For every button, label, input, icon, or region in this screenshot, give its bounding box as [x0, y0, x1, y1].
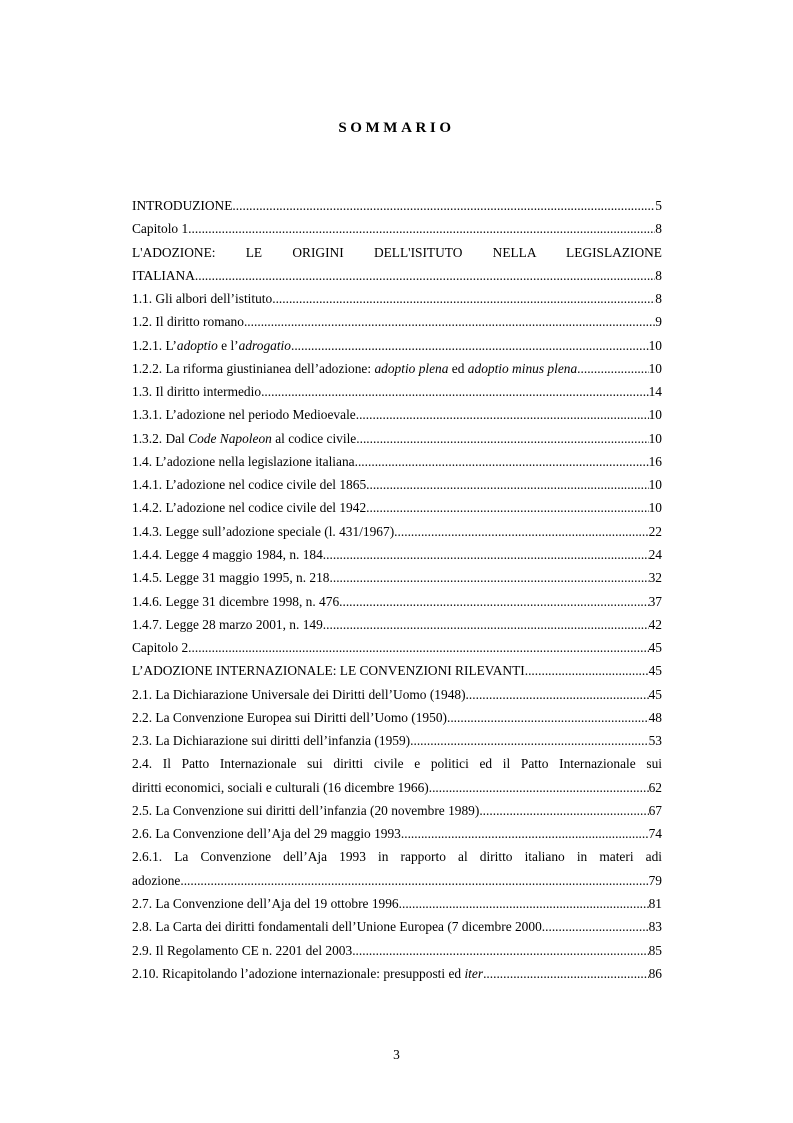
toc-entry-label-part: 2.7. La Convenzione dell’Aja del 19 ottobre 1996: [132, 895, 399, 911]
toc-leader-dots: [355, 450, 649, 473]
toc-entry[interactable]: [132, 310, 662, 333]
toc-entry[interactable]: [132, 473, 662, 496]
toc-entry-page: 10: [648, 500, 662, 516]
page-title: SOMMARIO: [338, 120, 455, 136]
toc-entry-label-part: adozione: [132, 872, 181, 888]
toc-entry-label: [132, 613, 323, 636]
toc-entry[interactable]: [132, 450, 662, 473]
toc-entry[interactable]: [132, 939, 662, 962]
toc-entry-label-part: ed: [448, 360, 468, 376]
toc-leader-dots: [356, 427, 648, 450]
toc-leader-dots: [429, 776, 649, 799]
toc-entry-label-part: al codice civile: [271, 430, 357, 446]
toc-entry-label-italic: Code Napoleon: [188, 430, 272, 446]
toc-entry-label: [132, 799, 479, 822]
toc-leader-dots: [366, 496, 648, 519]
toc-entry[interactable]: [132, 822, 662, 845]
toc-entry[interactable]: [132, 683, 662, 706]
toc-entry[interactable]: [132, 659, 662, 682]
toc-entry-page: 32: [648, 570, 662, 586]
toc-entry-label-part: 1.4. L’adozione nella legislazione italiana: [132, 453, 355, 469]
toc-entry-label-part: 1.4.4. Legge 4 maggio 1984, n. 184: [132, 546, 323, 562]
toc-leader-dots: [291, 334, 649, 357]
toc-entry-page: 14: [648, 384, 662, 400]
toc-entry-page: 10: [648, 360, 662, 376]
toc-entry-label: [132, 427, 356, 450]
toc-entry[interactable]: [132, 427, 662, 450]
toc-entry-label-part: e l’: [217, 337, 239, 353]
toc-entry-label-part: 2.2. La Convenzione Europea sui Diritti dell’Uomo (1950): [132, 709, 447, 725]
toc-entry[interactable]: [132, 380, 662, 403]
toc-entry-label-italic: adrogatio: [238, 337, 291, 353]
toc-leader-dots: [401, 822, 649, 845]
toc-entry[interactable]: [132, 892, 662, 915]
toc-entry-label: [132, 334, 291, 357]
toc-entry[interactable]: [132, 799, 662, 822]
toc-entry-page: 8: [655, 291, 662, 307]
toc-entry-label: [132, 380, 261, 403]
toc-entry-label-part: 2.10. Ricapitolando l’adozione internazionale: presupposti ed: [132, 965, 465, 981]
toc-leader-dots: [356, 403, 649, 426]
toc-leader-dots: [366, 473, 648, 496]
toc-entry-label-part: 1.4.6. Legge 31 dicembre 1998, n. 476: [132, 593, 340, 609]
toc-entry[interactable]: [132, 403, 662, 426]
toc-entry-label: [132, 706, 447, 729]
toc-leader-dots: [466, 683, 649, 706]
toc-entry-label: [132, 310, 244, 333]
toc-leader-dots: [447, 706, 649, 729]
toc-entry-page: 24: [648, 546, 662, 562]
toc-entry-label: [132, 892, 399, 915]
toc-entry-page: 53: [648, 733, 662, 749]
toc-entry-label-part: 2.1. La Dichiarazione Universale dei Diritti dell’Uomo (1948): [132, 686, 466, 702]
toc-entry-label-part: 1.4.3. Legge sull’adozione speciale (l. 431/1967): [132, 523, 395, 539]
toc-entry-page: 10: [648, 430, 662, 446]
toc-entry-label-part: 1.3.1. L’adozione nel periodo Medioevale: [132, 407, 356, 423]
toc-entry[interactable]: [132, 217, 662, 240]
toc-entry-page: 79: [648, 872, 662, 888]
toc-leader-dots: [180, 869, 648, 892]
toc-entry-page: 10: [648, 337, 662, 353]
toc-entry-label: [132, 915, 542, 938]
toc-entry[interactable]: [132, 962, 662, 985]
toc-entry[interactable]: [132, 520, 662, 543]
toc-entry[interactable]: [132, 729, 662, 752]
toc-leader-dots: [394, 520, 648, 543]
toc-entry[interactable]: [132, 334, 662, 357]
toc-entry-page: 86: [648, 965, 662, 981]
toc-entry-label-italic: adoptio: [176, 337, 218, 353]
toc-entry-page: 8: [655, 267, 662, 283]
toc-entry-label-part: Capitolo 2: [132, 640, 189, 656]
toc-entry-label-part: L’ADOZIONE INTERNAZIONALE: LE CONVENZIONI RILEVANTI: [132, 663, 525, 679]
toc-leader-dots: [399, 892, 649, 915]
toc-entry-label-italic: adoptio minus plena: [467, 360, 578, 376]
toc-entry-page: 45: [648, 686, 662, 702]
table-of-contents: [132, 194, 662, 985]
toc-entry-label-part: 2.5. La Convenzione sui diritti dell’infanzia (20 novembre 1989): [132, 802, 480, 818]
toc-entry-label: [132, 776, 429, 799]
toc-entry-label: [132, 729, 410, 752]
toc-entry[interactable]: [132, 287, 662, 310]
toc-entry[interactable]: [132, 706, 662, 729]
toc-entry-label: [132, 357, 577, 380]
toc-entry-label-italic: adoptio plena: [374, 360, 449, 376]
toc-leader-dots: [195, 264, 655, 287]
toc-entry[interactable]: [132, 590, 662, 613]
toc-entry-page: 37: [648, 593, 662, 609]
toc-entry-label: [132, 496, 366, 519]
toc-entry-label-part: 1.3. Il diritto intermedio: [132, 384, 262, 400]
toc-entry-label: [132, 683, 466, 706]
toc-entry-page: 9: [655, 314, 662, 330]
toc-entry-page: 5: [655, 198, 662, 213]
toc-entry[interactable]: [132, 543, 662, 566]
toc-entry-label: [132, 520, 394, 543]
toc-leader-dots: [525, 659, 649, 682]
toc-entry-page: 16: [648, 453, 662, 469]
toc-entry-label-part: ITALIANA: [132, 267, 195, 283]
toc-entry-label-part: 1.3.2. Dal: [132, 430, 189, 446]
toc-entry-label-part: 2.6. La Convenzione dell’Aja del 29 maggio 1993: [132, 826, 401, 842]
toc-entry-page: 67: [648, 802, 662, 818]
toc-leader-dots: [577, 357, 648, 380]
toc-entry-page: 85: [648, 942, 662, 958]
toc-entry-page: 81: [648, 895, 662, 911]
toc-entry[interactable]: [132, 357, 662, 380]
toc-entry-label-part: 1.2.2. La riforma giustinianea dell’adozione:: [132, 360, 375, 376]
toc-entry[interactable]: [132, 869, 662, 892]
toc-leader-dots: [483, 962, 649, 985]
toc-entry-label: [132, 403, 356, 426]
toc-entry-label: [132, 659, 525, 682]
toc-entry-label-part: INTRODUZIONE: [132, 198, 233, 213]
toc-leader-dots: [352, 939, 648, 962]
toc-entry-label: [132, 869, 180, 892]
page-number: 3: [393, 1047, 400, 1062]
toc-entry-label: [132, 939, 352, 962]
toc-entry-label: [132, 590, 339, 613]
toc-entry-page: 83: [648, 919, 662, 935]
toc-entry[interactable]: [132, 915, 662, 938]
toc-leader-dots: [272, 287, 655, 310]
toc-leader-dots: [244, 310, 655, 333]
toc-entry[interactable]: [132, 776, 662, 799]
toc-entry-label-part: 1.4.2. L’adozione nel codice civile del 1942: [132, 500, 367, 516]
toc-entry-page: 45: [648, 640, 662, 656]
toc-entry-label-part: 2.9. Il Regolamento CE n. 2201 del 2003: [132, 942, 353, 958]
toc-entry-label: [132, 473, 366, 496]
toc-entry-page: 48: [648, 709, 662, 725]
toc-entry[interactable]: [132, 566, 662, 589]
toc-entry-label-part: 1.2. Il diritto romano: [132, 314, 244, 330]
toc-entry-page: 62: [648, 779, 662, 795]
toc-leader-dots: [323, 543, 649, 566]
toc-leader-dots: [330, 566, 649, 589]
toc-entry-first-line: L'ADOZIONE: LE ORIGINI DELL'ISITUTO NELLA LEGISLAZIONE: [132, 244, 662, 260]
toc-entry-label-part: 1.4.1. L’adozione nel codice civile del 1865: [132, 477, 367, 493]
toc-entry-page: 10: [648, 407, 662, 423]
toc-entry[interactable]: [132, 636, 662, 659]
toc-entry[interactable]: [132, 194, 662, 217]
toc-leader-dots: [339, 590, 648, 613]
toc-entry[interactable]: [132, 264, 662, 287]
toc-entry-page: 45: [648, 663, 662, 679]
toc-entry-label: [132, 450, 355, 473]
toc-entry-label: [132, 194, 232, 217]
toc-entry-first-line: 2.6.1. La Convenzione dell’Aja 1993 in rapporto al diritto italiano in materi adi: [132, 849, 662, 865]
toc-entry-label-part: 2.8. La Carta dei diritti fondamentali dell’Unione Europea (7 dicembre 2000: [132, 919, 542, 935]
toc-entry-label: [132, 543, 323, 566]
toc-entry-label: [132, 566, 330, 589]
toc-leader-dots: [410, 729, 648, 752]
toc-entry-label: [132, 962, 483, 985]
toc-entry-label-part: 2.3. La Dichiarazione sui diritti dell’infanzia (1959): [132, 733, 411, 749]
toc-leader-dots: [542, 915, 649, 938]
toc-leader-dots: [323, 613, 649, 636]
toc-entry-label-part: 1.2.1. L’: [132, 337, 177, 353]
toc-entry-page: 8: [655, 221, 662, 237]
toc-leader-dots: [261, 380, 649, 403]
toc-entry-label: [132, 636, 188, 659]
toc-entry[interactable]: [132, 496, 662, 519]
toc-entry-label-part: Capitolo 1: [132, 221, 189, 237]
toc-leader-dots: [479, 799, 648, 822]
toc-entry-label: [132, 822, 401, 845]
toc-entry-label: [132, 287, 272, 310]
toc-entry-label-part: 1.4.7. Legge 28 marzo 2001, n. 149: [132, 616, 323, 632]
toc-entry-page: 74: [648, 826, 662, 842]
toc-leader-dots: [188, 217, 655, 240]
toc-entry-label: [132, 264, 195, 287]
toc-entry-page: 22: [648, 523, 662, 539]
toc-entry-label-part: 1.1. Gli albori dell’istituto: [132, 291, 273, 307]
toc-entry-label-part: diritti economici, sociali e culturali (16 dicembre 1966): [132, 779, 429, 795]
toc-entry-label: [132, 217, 188, 240]
toc-leader-dots: [232, 194, 655, 217]
toc-leader-dots: [188, 636, 648, 659]
toc-entry-label-italic: iter: [464, 965, 484, 981]
toc-entry-first-line: 2.4. Il Patto Internazionale sui diritti civile e politici ed il Patto Internazionale sui: [132, 756, 662, 772]
toc-entry-page: 10: [648, 477, 662, 493]
toc-entry-page: 42: [648, 616, 662, 632]
toc-entry[interactable]: [132, 613, 662, 636]
toc-entry-label-part: 1.4.5. Legge 31 maggio 1995, n. 218: [132, 570, 330, 586]
